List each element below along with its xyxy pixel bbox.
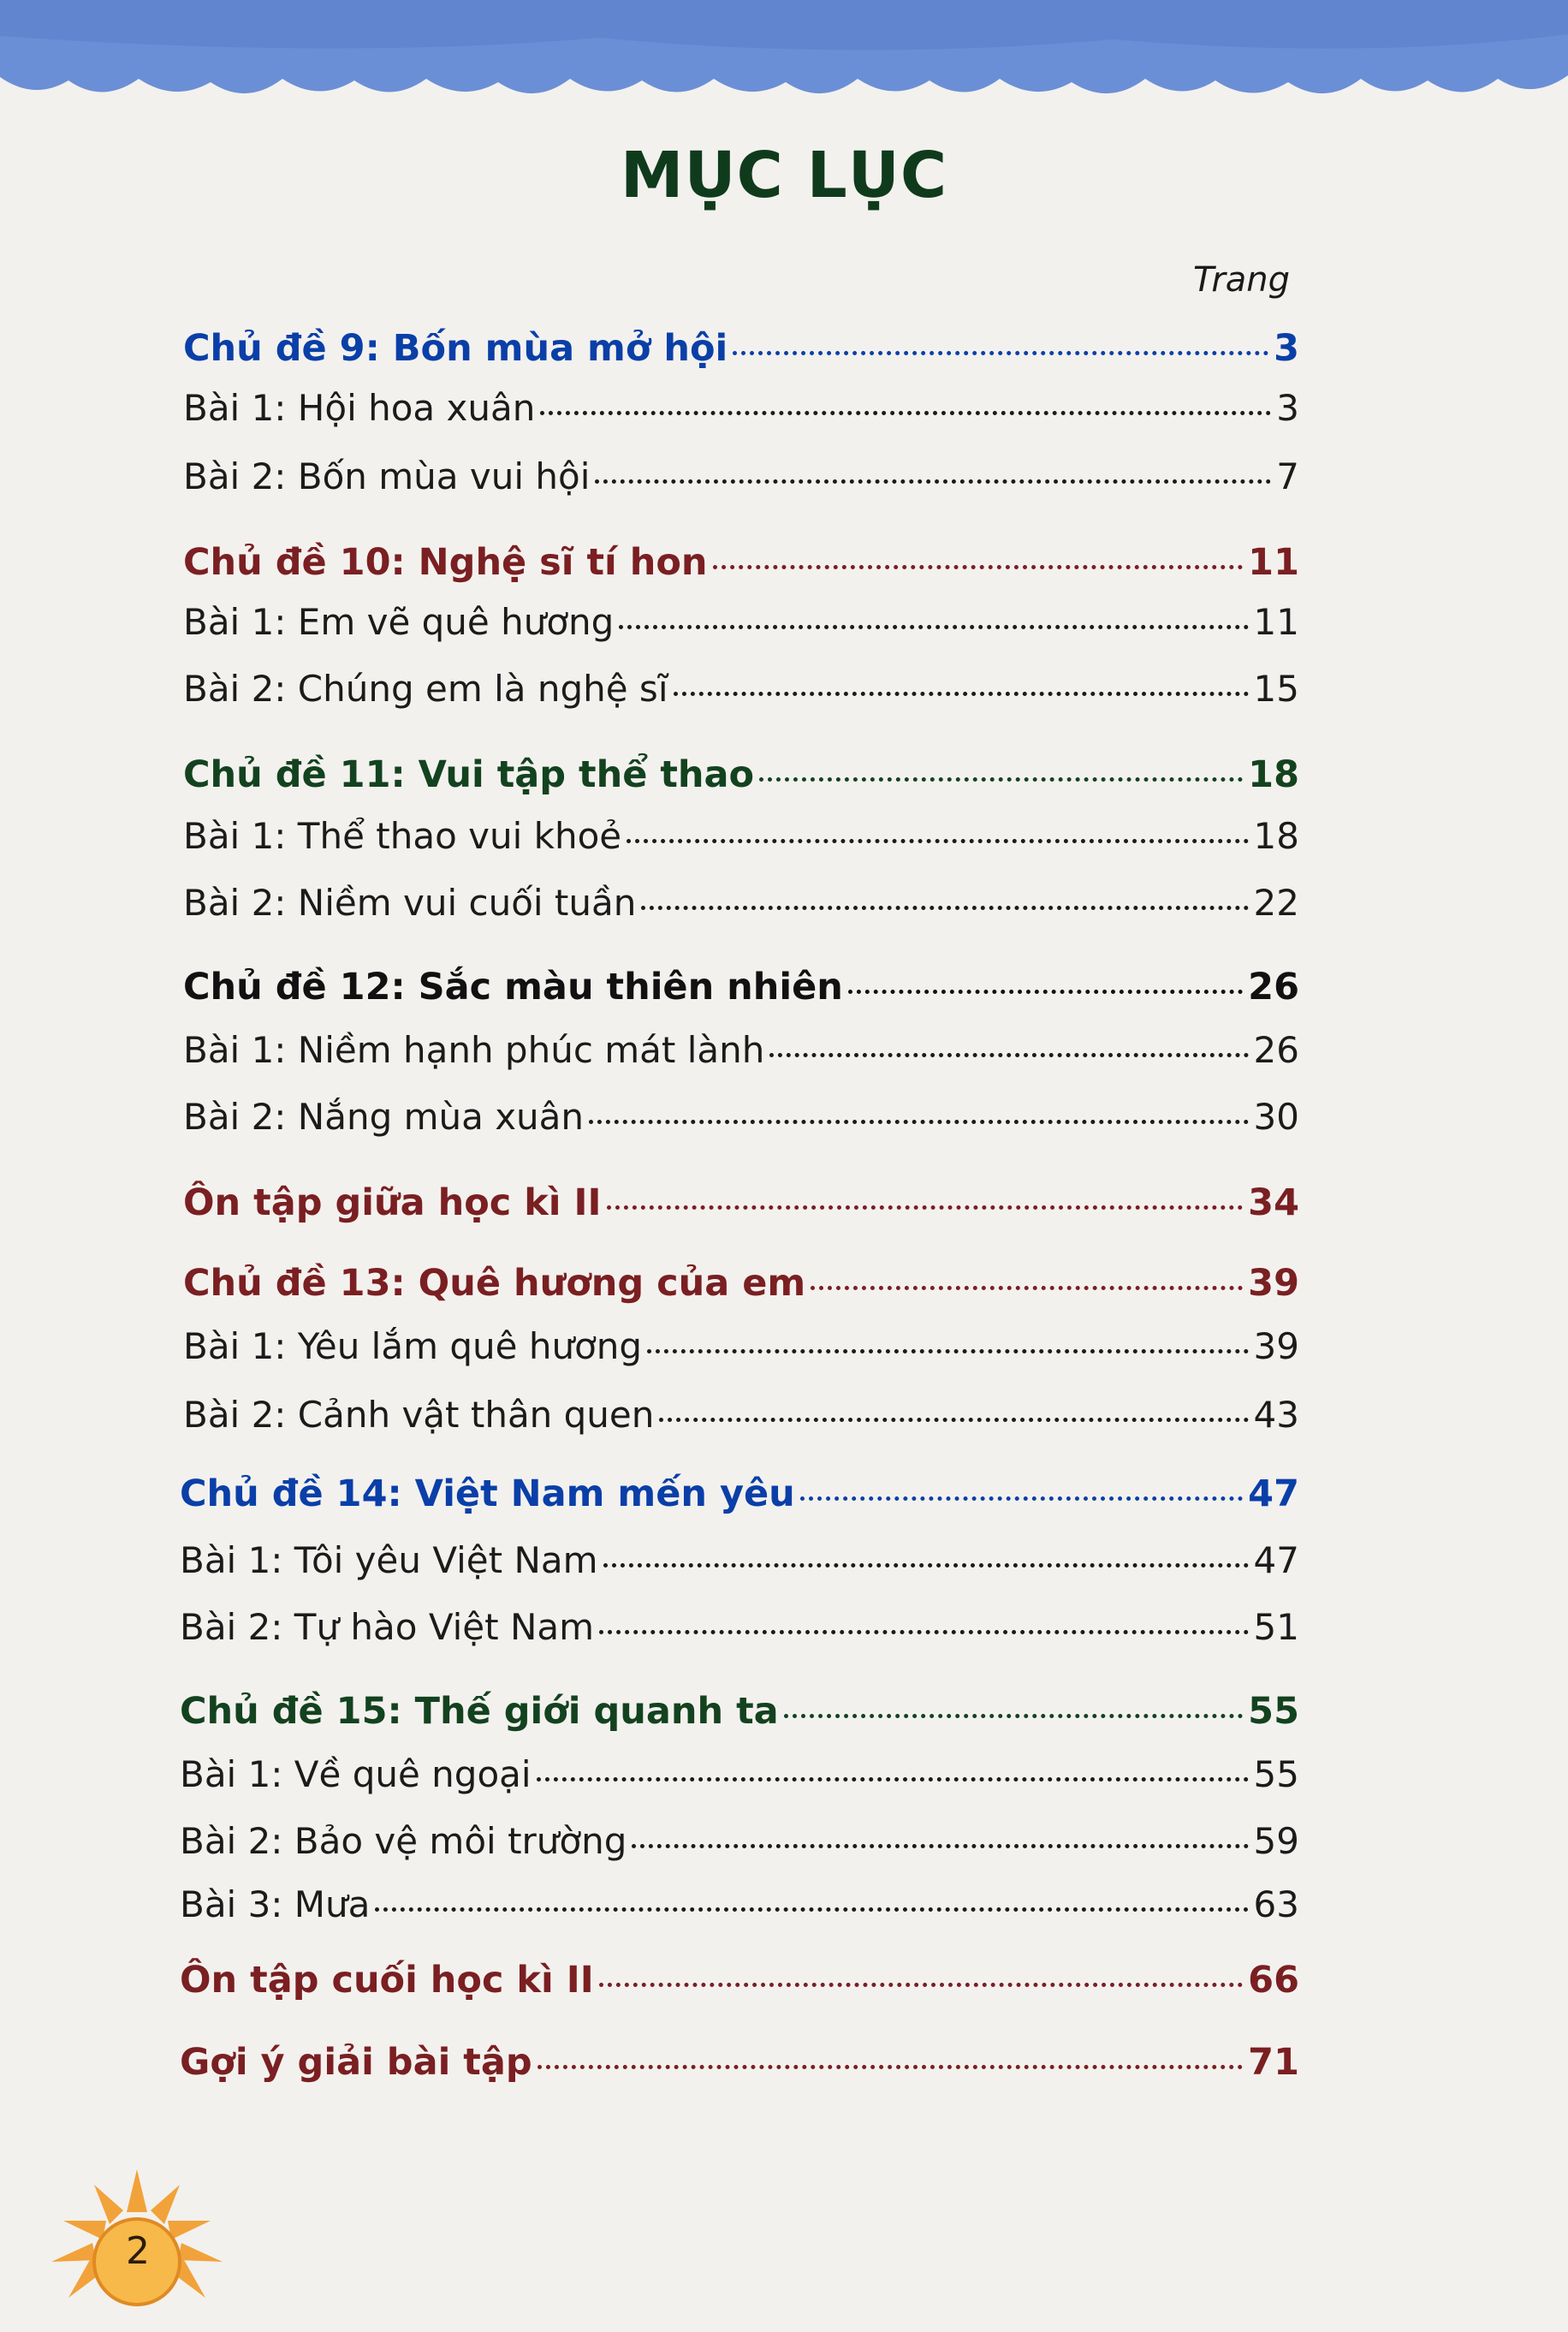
toc-lesson[interactable]: Bài 2: Niềm vui cuối tuần 22 bbox=[183, 882, 1299, 924]
toc-lesson[interactable]: Bài 2: Chúng em là nghệ sĩ 15 bbox=[183, 668, 1299, 710]
sky-cloud-header bbox=[0, 0, 1568, 103]
toc-lesson[interactable]: Bài 2: Tự hào Việt Nam 51 bbox=[180, 1606, 1299, 1648]
toc-midterm-review[interactable]: Ôn tập giữa học kì II 34 bbox=[183, 1181, 1299, 1224]
toc-lesson[interactable]: Bài 3: Mưa 63 bbox=[180, 1883, 1299, 1925]
toc-lesson[interactable]: Bài 2: Bảo vệ môi trường 59 bbox=[180, 1820, 1299, 1862]
toc-chapter-11[interactable]: Chủ đề 11: Vui tập thể thao 18 bbox=[183, 753, 1299, 796]
page-number: 2 bbox=[126, 2229, 150, 2273]
toc-lesson[interactable]: Bài 1: Niềm hạnh phúc mát lành 26 bbox=[183, 1029, 1299, 1071]
toc-chapter-9[interactable]: Chủ đề 9: Bốn mùa mở hội 3 bbox=[183, 327, 1299, 370]
toc-chapter-10[interactable]: Chủ đề 10: Nghệ sĩ tí hon 11 bbox=[183, 541, 1299, 584]
toc-chapter-15[interactable]: Chủ đề 15: Thế giới quanh ta 55 bbox=[180, 1690, 1299, 1733]
page-title: MỤC LỤC bbox=[620, 139, 948, 212]
toc-lesson[interactable]: Bài 1: Em vẽ quê hương 11 bbox=[183, 601, 1299, 643]
toc-chapter-13[interactable]: Chủ đề 13: Quê hương của em 39 bbox=[183, 1262, 1299, 1305]
toc-answer-hints[interactable]: Gợi ý giải bài tập 71 bbox=[180, 2041, 1299, 2084]
page-column-label: Trang bbox=[1193, 260, 1291, 300]
toc-chapter-14[interactable]: Chủ đề 14: Việt Nam mến yêu 47 bbox=[180, 1472, 1299, 1515]
toc-lesson[interactable]: Bài 1: Hội hoa xuân 3 bbox=[183, 387, 1299, 429]
toc-lesson[interactable]: Bài 2: Bốn mùa vui hội 7 bbox=[183, 455, 1299, 497]
toc-lesson[interactable]: Bài 1: Thể thao vui khoẻ 18 bbox=[183, 815, 1299, 857]
toc-lesson[interactable]: Bài 1: Về quê ngoại 55 bbox=[180, 1753, 1299, 1795]
toc-lesson[interactable]: Bài 2: Cảnh vật thân quen 43 bbox=[183, 1394, 1299, 1436]
toc-final-review[interactable]: Ôn tập cuối học kì II 66 bbox=[180, 1959, 1299, 2002]
toc-lesson[interactable]: Bài 2: Nắng mùa xuân 30 bbox=[183, 1096, 1299, 1138]
toc-lesson[interactable]: Bài 1: Tôi yêu Việt Nam 47 bbox=[180, 1539, 1299, 1581]
toc-lesson[interactable]: Bài 1: Yêu lắm quê hương 39 bbox=[183, 1325, 1299, 1367]
toc-chapter-12[interactable]: Chủ đề 12: Sắc màu thiên nhiên 26 bbox=[183, 966, 1299, 1008]
